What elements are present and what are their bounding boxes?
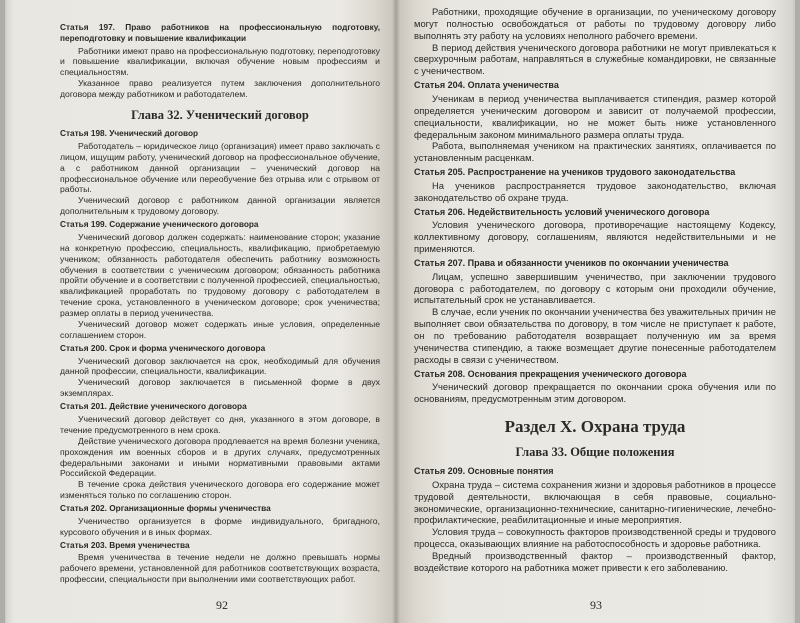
paragraph: Ученический договор заключается на срок, необходимый для обучения данной профессии, специальности, квалификации. — [60, 355, 380, 377]
paragraph: Ученичество организуется в форме индивидуального, бригадного, курсового обучения и в иных формах. — [60, 515, 380, 537]
left-page-content — [60, 23, 380, 585]
article-heading: Статья 204. Оплата ученичества — [414, 80, 559, 91]
paragraph: Ученикам в период ученичества выплачивается стипендия, размер которой определяется ученическим договором и зависит от получаемой профессии, специальности, квалификации, но не может быть ниже установленного федеральным законом минимального размера оплаты труда. — [414, 92, 776, 140]
right-page-content — [414, 6, 776, 574]
article-heading: Статья 205. Распространение на учеников трудового законодательства — [414, 167, 736, 178]
paragraph: Вредный производственный фактор – производственный фактор, воздействие которого на работника может привести к его заболеванию. — [414, 549, 776, 573]
paragraph: Ученический договор прекращается по окончании срока обучения или по основаниям, предусмотренным этим договором. — [414, 381, 776, 405]
paragraph: Время ученичества в течение недели не должно превышать нормы рабочего времени, установленной для работников соответствующих возраста, профессии, специальности при выполнении ими соответствующих работ. — [60, 552, 380, 585]
paragraph: Работники имеют право на профессиональную подготовку, переподготовку и повышение квалификации, включая обучение новым профессиям и специальностям. — [60, 45, 380, 78]
article-heading: Статья 203. Время ученичества — [60, 540, 190, 550]
article-heading: Статья 198. Ученический договор — [60, 129, 199, 139]
paragraph: Ученический договор должен содержать: наименование сторон; указание на конкретную профессию, специальность, квалификацию, приобретаемую учеником; обязанность работодателя обеспечить работнику возможность обучения в соответствии с ученическим договором; обязанность работника пройти обучение и в соответствии с полученной профессией, специальностью, квалификацией проработать по трудовому договору с работодателем в течение срока, установленного в ученическом договоре; срок ученичества; размер оплаты в период ученичества. — [60, 231, 380, 319]
paragraph: Ученический договор с работником данной организации является дополнительным к трудовому договору. — [60, 195, 380, 217]
article-heading: Статья 207. Права и обязанности учеников по окончании ученичества — [414, 257, 729, 268]
left-page-number: 92 — [216, 598, 228, 612]
article-heading: Статья 200. Срок и форма ученического договора — [60, 343, 266, 353]
section-heading: Раздел X. Охрана труда — [504, 417, 686, 437]
article-heading: Статья 201. Действие ученического договора — [60, 402, 247, 412]
page-edge-left — [0, 0, 5, 623]
article-heading: Статья 202. Организационные формы ученичества — [60, 504, 271, 514]
paragraph: Условия труда – совокупность факторов производственной среды и трудового процесса, оказывающих влияние на работоспособность и здоровье работника. — [414, 526, 776, 550]
paragraph: Охрана труда – система сохранения жизни и здоровья работников в процессе трудовой деятельности, включающая в себя правовые, социально-экономические, организационно-технические, санитарно-гигиенические, лечебно-профилактические, реабилитационные и иные мероприятия. — [414, 478, 776, 526]
page-edge-right — [795, 0, 800, 623]
paragraph: Ученический договор заключается в письменной форме в двух экземплярах. — [60, 377, 380, 399]
paragraph: Работа, выполняемая учеником на практических занятиях, оплачивается по установленным расценкам. — [414, 140, 776, 164]
right-page-number: 93 — [590, 598, 602, 612]
article-heading: Статья 199. Содержание ученического договора — [60, 220, 259, 230]
article-heading: Статья 209. Основные понятия — [414, 466, 554, 477]
paragraph: Указанное право реализуется путем заключения дополнительного договора между работником и работодателем. — [60, 78, 380, 100]
article-heading: Статья 208. Основания прекращения ученического договора — [414, 368, 687, 379]
chapter-heading: Глава 32. Ученический договор — [131, 108, 309, 123]
paragraph: Работодатель – юридическое лицо (организация) имеет право заключать с лицом, ищущим работу, ученический договор на профессиональное обучение, а с работником данной организации – ученический договор на профессиональное обучение или переобучение без отрыва или с отрывом от работы. — [60, 140, 380, 195]
paragraph: В течение срока действия ученического договора его содержание может изменяться только по соглашению сторон. — [60, 479, 380, 501]
paragraph: В период действия ученического договора работники не могут привлекаться к сверхурочным работам, направляться в служебные командировки, не связанные с ученичеством. — [414, 41, 776, 77]
left-page — [0, 0, 396, 623]
chapter-heading: Глава 33. Общие положения — [515, 445, 675, 460]
paragraph: Ученический договор может содержать иные условия, определенные соглашением сторон. — [60, 319, 380, 340]
paragraph: Работники, проходящие обучение в организации, по ученическому договору могут полностью освобождаться от работы по трудовому договору либо выполнять эту работу на условиях неполного рабочего времени. — [414, 6, 776, 41]
right-page — [396, 0, 800, 623]
paragraph: В случае, если ученик по окончании ученичества без уважительных причин не выполняет свои обязательства по договору, в том числе не приступает к работе, он по требованию работодателя возвращает полученную им за время ученичества стипендию, а также возмещает другие понесенные работодателем расходы в связи с ученичеством. — [414, 306, 776, 365]
paragraph: Лицам, успешно завершившим ученичество, при заключении трудового договора с работодателем, по договору с которым они проходили обучение, испытательный срок не устанавливается. — [414, 270, 776, 306]
paragraph: На учеников распространяется трудовое законодательство, включая законодательство об охране труда. — [414, 179, 776, 203]
paragraph: Условия ученического договора, противоречащие настоящему Кодексу, коллективному договору, соглашениям, являются недействительными и не применяются. — [414, 219, 776, 255]
book-gutter — [392, 0, 400, 623]
article-heading: Статья 206. Недействительность условий ученического договора — [414, 206, 710, 217]
paragraph: Ученический договор действует со дня, указанного в этом договоре, в течение предусмотренного в нем срока. — [60, 413, 380, 435]
paragraph: Действие ученического договора продлевается на время болезни ученика, прохождения им военных сборов и в других случаях, предусмотренных федеральными законами и иными нормативными правовыми актами Российской Федерации. — [60, 435, 380, 479]
article-heading: Статья 197. Право работников на профессиональную подготовку, переподготовку и повышение квалификации — [60, 23, 380, 43]
